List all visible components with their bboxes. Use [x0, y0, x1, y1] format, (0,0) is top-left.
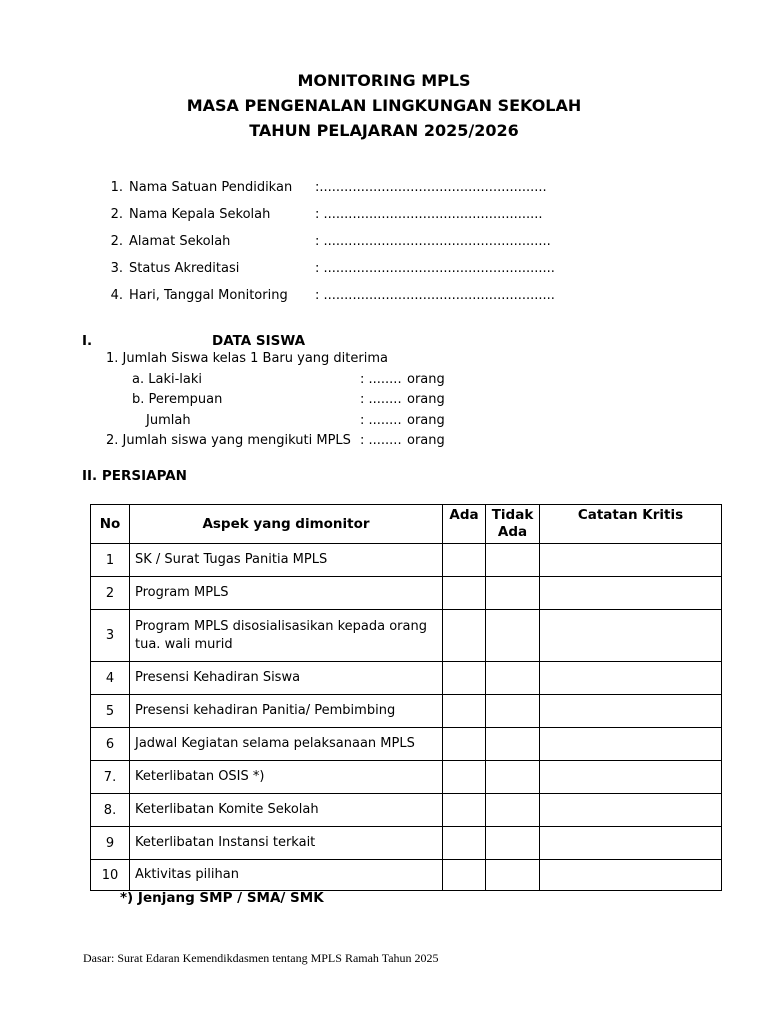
- row-number: 2: [91, 577, 130, 610]
- row-ada-cell[interactable]: [443, 544, 486, 577]
- row-aspek: Program MPLS disosialisasikan kepada orang tua. wali murid: [130, 610, 443, 662]
- row-tidak-ada-cell[interactable]: [486, 794, 540, 827]
- row-number: 4: [91, 662, 130, 695]
- row-aspek: Presensi kehadiran Panitia/ Pembimbing: [130, 695, 443, 728]
- table-row: [91, 827, 722, 860]
- row-ada-cell[interactable]: [443, 794, 486, 827]
- footer-reference: Dasar: Surat Edaran Kemendikdasmen tentang MPLS Ramah Tahun 2025: [83, 951, 439, 965]
- student-row-unit: orang: [407, 371, 445, 387]
- student-row-value: : ........: [360, 412, 402, 428]
- row-tidak-ada-cell[interactable]: [486, 662, 540, 695]
- identity-value: : .....................................................: [315, 207, 543, 222]
- row-ada-cell[interactable]: [443, 662, 486, 695]
- row-ada-cell[interactable]: [443, 860, 486, 891]
- identity-value: :.......................................................: [315, 180, 547, 195]
- student-row-label: a. Laki-laki: [132, 371, 202, 387]
- section-1-title: DATA SISWA: [212, 333, 306, 349]
- row-number: 7.: [91, 761, 130, 794]
- table-header-row: [91, 505, 722, 544]
- student-item-2-label: 2. Jumlah siswa yang mengikuti MPLS: [106, 433, 351, 448]
- header-no: No: [91, 505, 130, 544]
- identity-number: 1.: [110, 180, 123, 195]
- identity-value: : .......................................................: [315, 234, 551, 249]
- section-1-number: I.: [82, 333, 93, 349]
- table-row: [91, 860, 722, 891]
- row-tidak-ada-cell[interactable]: [486, 577, 540, 610]
- row-tidak-ada-cell[interactable]: [486, 544, 540, 577]
- row-catatan-cell[interactable]: [540, 827, 722, 860]
- row-aspek: Aktivitas pilihan: [130, 860, 443, 891]
- identity-number: 3.: [110, 261, 123, 276]
- row-number: 6: [91, 728, 130, 761]
- title-line-1: MONITORING MPLS: [297, 71, 471, 90]
- student-row-label: Jumlah: [146, 412, 191, 428]
- student-row-unit: orang: [407, 392, 445, 407]
- row-tidak-ada-cell[interactable]: [486, 695, 540, 728]
- row-ada-cell[interactable]: [443, 610, 486, 662]
- student-row-value: : ........: [360, 433, 402, 448]
- row-ada-cell[interactable]: [443, 827, 486, 860]
- row-tidak-ada-cell[interactable]: [486, 860, 540, 891]
- header-aspek: Aspek yang dimonitor: [130, 505, 443, 544]
- row-aspek: Keterlibatan Komite Sekolah: [130, 794, 443, 827]
- row-ada-cell[interactable]: [443, 728, 486, 761]
- row-ada-cell[interactable]: [443, 577, 486, 610]
- table-row: [91, 662, 722, 695]
- row-aspek: Program MPLS: [130, 577, 443, 610]
- identity-number: 2.: [110, 207, 123, 222]
- identity-label: Hari, Tanggal Monitoring: [129, 288, 288, 303]
- section-2-title: II. PERSIAPAN: [82, 468, 187, 484]
- row-tidak-ada-cell[interactable]: [486, 827, 540, 860]
- header-tidak-ada-line-2: Ada: [497, 524, 528, 540]
- row-tidak-ada-cell[interactable]: [486, 728, 540, 761]
- student-row-value: : ........: [360, 392, 402, 407]
- student-row-unit: orang: [407, 433, 445, 448]
- student-item-1-label: 1. Jumlah Siswa kelas 1 Baru yang diterima: [106, 351, 388, 366]
- header-tidak-ada: [486, 505, 540, 544]
- student-row-unit: orang: [407, 412, 445, 428]
- row-number: 9: [91, 827, 130, 860]
- title-line-3: TAHUN PELAJARAN 2025/2026: [249, 121, 519, 140]
- row-catatan-cell[interactable]: [540, 695, 722, 728]
- row-catatan-cell[interactable]: [540, 610, 722, 662]
- table-row: [91, 761, 722, 794]
- row-aspek: Keterlibatan OSIS *): [130, 761, 443, 794]
- identity-value: : ........................................................: [315, 261, 555, 276]
- row-catatan-cell[interactable]: [540, 544, 722, 577]
- table-row: [91, 695, 722, 728]
- table-row: [91, 728, 722, 761]
- identity-label: Nama Kepala Sekolah: [129, 207, 271, 222]
- identity-label: Status Akreditasi: [129, 261, 240, 276]
- row-catatan-cell[interactable]: [540, 761, 722, 794]
- table-row: [91, 610, 722, 662]
- table-row: [91, 794, 722, 827]
- row-ada-cell[interactable]: [443, 695, 486, 728]
- monitoring-table: [90, 504, 722, 891]
- row-number: 8.: [91, 794, 130, 827]
- row-catatan-cell[interactable]: [540, 794, 722, 827]
- row-tidak-ada-cell[interactable]: [486, 761, 540, 794]
- identity-label: Alamat Sekolah: [129, 234, 231, 249]
- identity-number: 4.: [110, 288, 123, 303]
- table-row: [91, 544, 722, 577]
- header-ada: Ada: [443, 505, 486, 544]
- identity-value: : ........................................................: [315, 288, 555, 303]
- row-number: 3: [91, 610, 130, 662]
- student-row-value: : ........: [360, 371, 402, 387]
- row-catatan-cell[interactable]: [540, 860, 722, 891]
- row-tidak-ada-cell[interactable]: [486, 610, 540, 662]
- table-row: [91, 577, 722, 610]
- row-aspek: Presensi Kehadiran Siswa: [130, 662, 443, 695]
- row-number: 1: [91, 544, 130, 577]
- document-title: [0, 68, 768, 143]
- row-ada-cell[interactable]: [443, 761, 486, 794]
- student-row-label: b. Perempuan: [132, 392, 223, 407]
- identity-label: Nama Satuan Pendidikan: [129, 180, 293, 195]
- footnote: *) Jenjang SMP / SMA/ SMK: [120, 890, 324, 906]
- row-number: 5: [91, 695, 130, 728]
- row-catatan-cell[interactable]: [540, 662, 722, 695]
- row-aspek: SK / Surat Tugas Panitia MPLS: [130, 544, 443, 577]
- row-catatan-cell[interactable]: [540, 728, 722, 761]
- row-catatan-cell[interactable]: [540, 577, 722, 610]
- header-catatan: Catatan Kritis: [540, 505, 722, 544]
- title-line-2: MASA PENGENALAN LINGKUNGAN SEKOLAH: [186, 96, 582, 115]
- header-tidak-ada-line-1: Tidak: [491, 507, 534, 523]
- row-number: 10: [91, 860, 130, 891]
- row-aspek: Jadwal Kegiatan selama pelaksanaan MPLS: [130, 728, 443, 761]
- identity-number: 2.: [110, 234, 123, 249]
- row-aspek: Keterlibatan Instansi terkait: [130, 827, 443, 860]
